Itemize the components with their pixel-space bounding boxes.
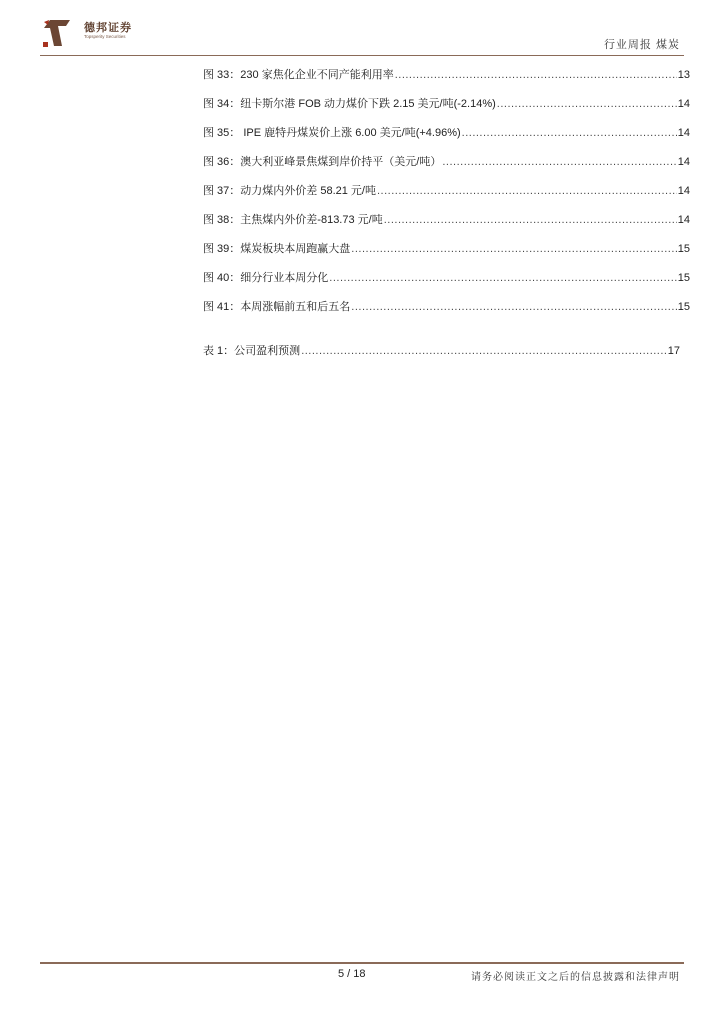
header-divider (40, 55, 684, 56)
toc-dot-leader (329, 271, 676, 285)
toc-dot-leader (384, 213, 677, 227)
toc-dot-leader (301, 344, 667, 358)
toc-entry-label: 图 33：230 家焦化企业不同产能利用率 (203, 69, 394, 81)
toc-dot-leader (442, 155, 676, 169)
toc-dot-leader (497, 97, 677, 111)
toc-entry-label: 图 35： IPE 鹿特丹煤炭价上涨 6.00 美元/吨(+4.96%) (203, 127, 461, 139)
toc-entry-label: 图 40：细分行业本周分化 (203, 272, 329, 284)
footer-divider (40, 962, 684, 964)
company-name-cn: 德邦证券 (84, 22, 132, 34)
figure-toc-entry[interactable] (203, 300, 690, 329)
toc-dot-leader (351, 300, 676, 314)
toc-entry-label: 图 39：煤炭板块本周跑赢大盘 (203, 243, 351, 255)
toc-entry-page: 17 (667, 345, 680, 357)
toc-entry-label: 图 36：澳大利亚峰景焦煤到岸价持平（美元/吨） (203, 156, 442, 168)
figure-toc-entry[interactable] (203, 155, 690, 184)
toc-entry-page: 15 (677, 272, 690, 284)
toc-entry-page: 13 (677, 69, 690, 81)
page-indicator: 5 / 18 (338, 968, 366, 980)
report-type: 行业周报 煤炭 (603, 39, 680, 51)
toc-entry-label: 图 41：本周涨幅前五和后五名 (203, 301, 351, 313)
toc-entry-page: 14 (677, 156, 690, 168)
toc-entry-page: 14 (677, 127, 690, 139)
toc-dot-leader (377, 184, 677, 198)
toc-entry-label: 图 34：纽卡斯尔港 FOB 动力煤价下跌 2.15 美元/吨(-2.14%) (203, 98, 496, 110)
figure-toc-entry[interactable] (203, 68, 690, 97)
figure-toc-list (203, 68, 690, 329)
disclaimer-notice: 请务必阅读正文之后的信息披露和法律声明 (471, 972, 680, 983)
figure-toc-entry[interactable] (203, 184, 690, 213)
toc-entry-label: 图 38：主焦煤内外价差-813.73 元/吨 (203, 214, 383, 226)
figure-toc-entry[interactable] (203, 242, 690, 271)
table-toc-entry[interactable] (203, 344, 680, 373)
toc-dot-leader (462, 126, 677, 140)
toc-entry-page: 15 (677, 243, 690, 255)
toc-entry-label: 表 1：公司盈利预测 (203, 345, 301, 357)
table-toc-list (203, 344, 680, 373)
toc-entry-page: 15 (677, 301, 690, 313)
toc-entry-page: 14 (677, 214, 690, 226)
figure-toc-entry[interactable] (203, 271, 690, 300)
topsperity-logo-icon (40, 16, 74, 50)
figure-toc-entry[interactable] (203, 97, 690, 126)
toc-entry-label: 图 37：动力煤内外价差 58.21 元/吨 (203, 185, 376, 197)
company-logo (40, 16, 140, 50)
toc-entry-page: 14 (677, 185, 690, 197)
company-name-en: Topsperity Securities (84, 34, 126, 39)
toc-dot-leader (351, 242, 676, 256)
figure-toc-entry[interactable] (203, 213, 690, 242)
figure-toc-entry[interactable] (203, 126, 690, 155)
toc-dot-leader (395, 68, 677, 82)
toc-entry-page: 14 (677, 98, 690, 110)
